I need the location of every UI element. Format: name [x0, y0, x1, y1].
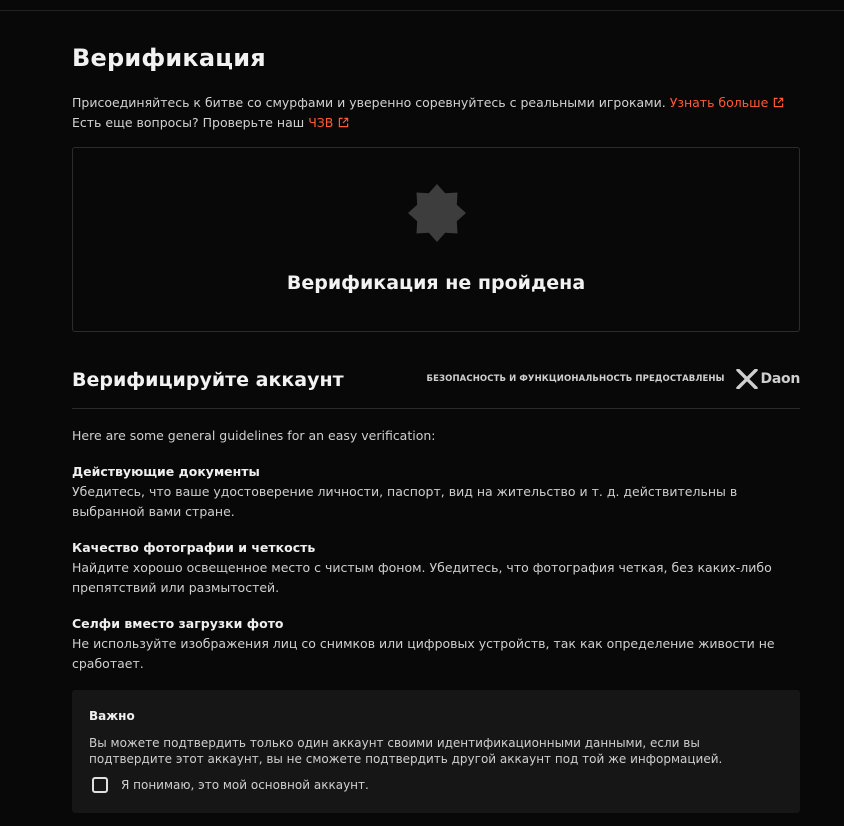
guideline-text-photo-quality: Найдите хорошо освещенное место с чистым фоном. Убедитесь, что фотография четкая, без каких-либо препятствий или размытостей. — [72, 560, 772, 595]
verify-account-heading: Верифицируйте аккаунт — [72, 369, 344, 391]
guidelines-intro: Here are some general guidelines for an easy verification: — [72, 428, 436, 443]
faq-link[interactable] — [308, 115, 349, 130]
guideline-heading-photo-quality: Качество фотографии и четкость — [72, 540, 316, 555]
important-heading: Важно — [89, 709, 135, 723]
top-divider — [0, 10, 844, 11]
main-account-checkbox[interactable] — [92, 777, 108, 793]
daon-logo — [735, 369, 800, 389]
important-text: Вы можете подтвердить только один аккаунт своими идентификационными данными, если вы подтвердите этот аккаунт, вы не сможете подтвердить другой аккаунт под той же информацией. — [89, 736, 723, 766]
daon-label: Daon — [760, 371, 800, 387]
intro-line-2-text: Есть еще вопросы? Проверьте наш — [72, 115, 305, 130]
page-title: Верификация — [72, 44, 266, 72]
learn-more-label: Узнать больше — [669, 95, 769, 110]
learn-more-link[interactable] — [670, 95, 785, 110]
badge-icon — [406, 182, 468, 244]
verification-status-text: Верификация не пройдена — [286, 272, 586, 294]
daon-x-icon — [735, 369, 759, 389]
important-notice-panel — [72, 690, 800, 813]
main-account-checkbox-row[interactable] — [92, 777, 369, 793]
provider-credit — [427, 369, 800, 389]
external-link-icon — [338, 117, 349, 128]
guideline-heading-selfie: Селфи вместо загрузки фото — [72, 616, 284, 631]
section-divider — [72, 408, 800, 409]
main-account-checkbox-label: Я понимаю, это мой основной аккаунт. — [121, 778, 369, 792]
faq-label: ЧЗВ — [308, 115, 334, 130]
guideline-heading-documents: Действующие документы — [72, 464, 260, 479]
verification-status-card — [72, 147, 800, 332]
guideline-text-selfie: Не используйте изображения лиц со снимков или цифровых устройств, так как определение живости не сработает. — [72, 636, 775, 671]
intro-line-1 — [72, 93, 784, 113]
intro-line-2 — [72, 113, 784, 133]
guideline-text-documents: Убедитесь, что ваше удостоверение личности, паспорт, вид на жительство и т. д. действительны в выбранной вами стране. — [72, 484, 738, 519]
provider-text: БЕЗОПАСНОСТЬ И ФУНКЦИОНАЛЬНОСТЬ ПРЕДОСТАВЛЕНЫ — [426, 374, 725, 384]
external-link-icon — [773, 97, 784, 108]
intro-text — [72, 93, 784, 133]
intro-line-1-text: Присоединяйтесь к битве со смурфами и уверенно соревнуйтесь с реальными игроками. — [72, 95, 666, 110]
